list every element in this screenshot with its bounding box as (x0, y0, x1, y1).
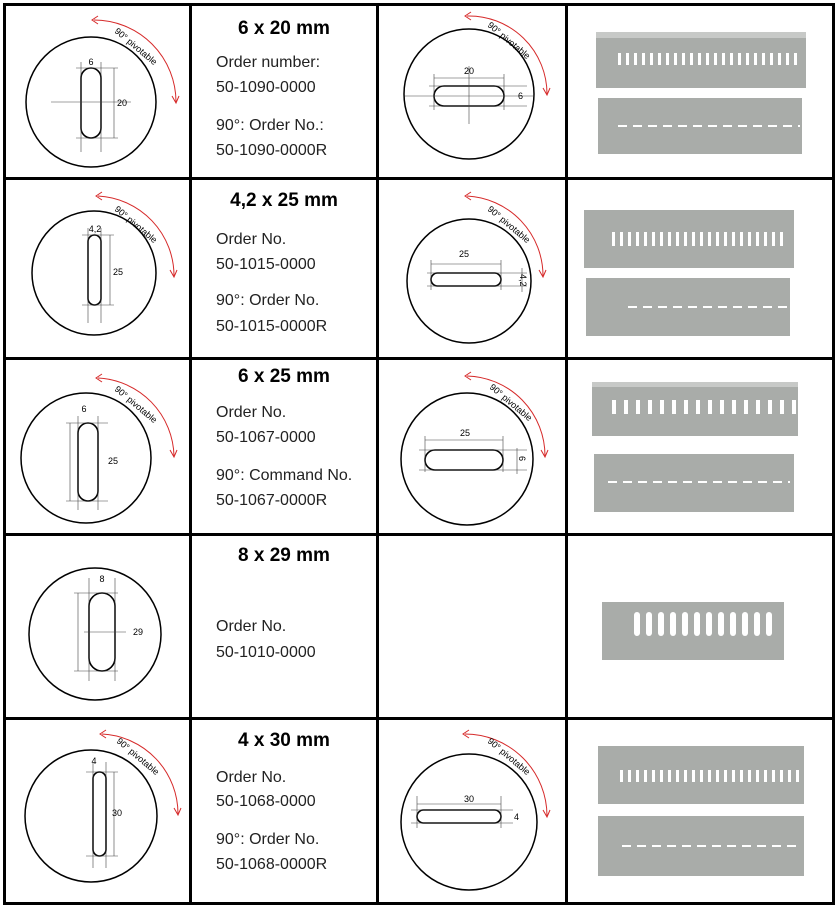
alt-order-label: 90°: Command No. (216, 467, 353, 484)
product-info (192, 180, 376, 357)
dim-length: 25 (459, 428, 471, 438)
dim-length: 25 (108, 456, 119, 466)
product-title: 8 x 29 mm (238, 545, 330, 566)
dim-length: 20 (463, 66, 475, 76)
strip-photo (568, 536, 832, 717)
dim-length: 30 (463, 794, 475, 804)
alt-order-label: 90°: Order No. (216, 292, 320, 309)
table-border (832, 3, 835, 905)
dim-width: 4,2 (518, 274, 528, 287)
strip-photo (568, 360, 832, 533)
product-title: 4,2 x 25 mm (230, 190, 338, 211)
order-number: 50-1010-0000 (216, 644, 316, 661)
slot-drawing (6, 180, 189, 357)
product-info (192, 360, 376, 533)
slot-drawing (6, 536, 189, 717)
product-info (192, 6, 376, 177)
alt-order-number: 50-1067-0000R (216, 492, 328, 509)
dim-width: 6 (88, 57, 94, 67)
empty-cell (379, 536, 565, 717)
pivot-label: 90° pivotable (112, 25, 160, 68)
dim-width: 8 (99, 574, 105, 584)
product-info (192, 536, 376, 717)
dim-width: 6 (517, 456, 527, 462)
dim-width: 6 (81, 404, 87, 414)
dim-width: 4,2 (88, 224, 102, 234)
dim-width: 4 (514, 812, 520, 822)
slot-drawing-rotated (379, 180, 565, 357)
order-label: Order number: (216, 54, 321, 71)
pivot-label: 90° pivotable (114, 735, 162, 778)
strip-photo (568, 180, 832, 357)
pivot-label: 90° pivotable (485, 735, 533, 778)
order-number: 50-1090-0000 (216, 79, 316, 96)
product-title: 6 x 20 mm (238, 18, 330, 39)
order-label: Order No. (216, 231, 287, 248)
slot-drawing (6, 720, 189, 902)
pivot-label: 90° pivotable (485, 203, 533, 246)
alt-order-number: 50-1068-0000R (216, 856, 328, 873)
slot-drawing-rotated (379, 360, 565, 533)
order-number: 50-1068-0000 (216, 793, 316, 810)
product-title: 4 x 30 mm (238, 730, 330, 751)
alt-order-label: 90°: Order No. (216, 831, 320, 848)
dim-length: 25 (113, 267, 124, 277)
dim-width: 4 (91, 756, 97, 766)
pivot-label: 90° pivotable (485, 19, 533, 62)
strip-photo (568, 6, 832, 177)
order-label: Order No. (216, 618, 287, 635)
alt-order-label: 90°: Order No.: (216, 117, 324, 134)
order-label: Order No. (216, 404, 287, 421)
dim-length: 20 (117, 98, 128, 108)
order-label: Order No. (216, 769, 287, 786)
slot-drawing (6, 6, 189, 177)
dim-length: 30 (112, 808, 123, 818)
pivot-label: 90° pivotable (112, 383, 160, 426)
dim-length: 29 (133, 627, 144, 637)
order-number: 50-1067-0000 (216, 429, 316, 446)
dim-width: 6 (518, 91, 524, 101)
table-border (3, 902, 834, 905)
pivot-label: 90° pivotable (487, 381, 535, 424)
slot-drawing-rotated (379, 720, 565, 902)
order-number: 50-1015-0000 (216, 256, 316, 273)
dim-length: 25 (458, 249, 470, 259)
slot-drawing (6, 360, 189, 533)
slot-drawing-rotated (379, 6, 565, 177)
product-info (192, 720, 376, 902)
strip-photo (568, 720, 832, 902)
alt-order-number: 50-1090-0000R (216, 142, 328, 159)
alt-order-number: 50-1015-0000R (216, 318, 328, 335)
product-title: 6 x 25 mm (238, 366, 330, 387)
pivot-label: 90° pivotable (112, 203, 160, 246)
